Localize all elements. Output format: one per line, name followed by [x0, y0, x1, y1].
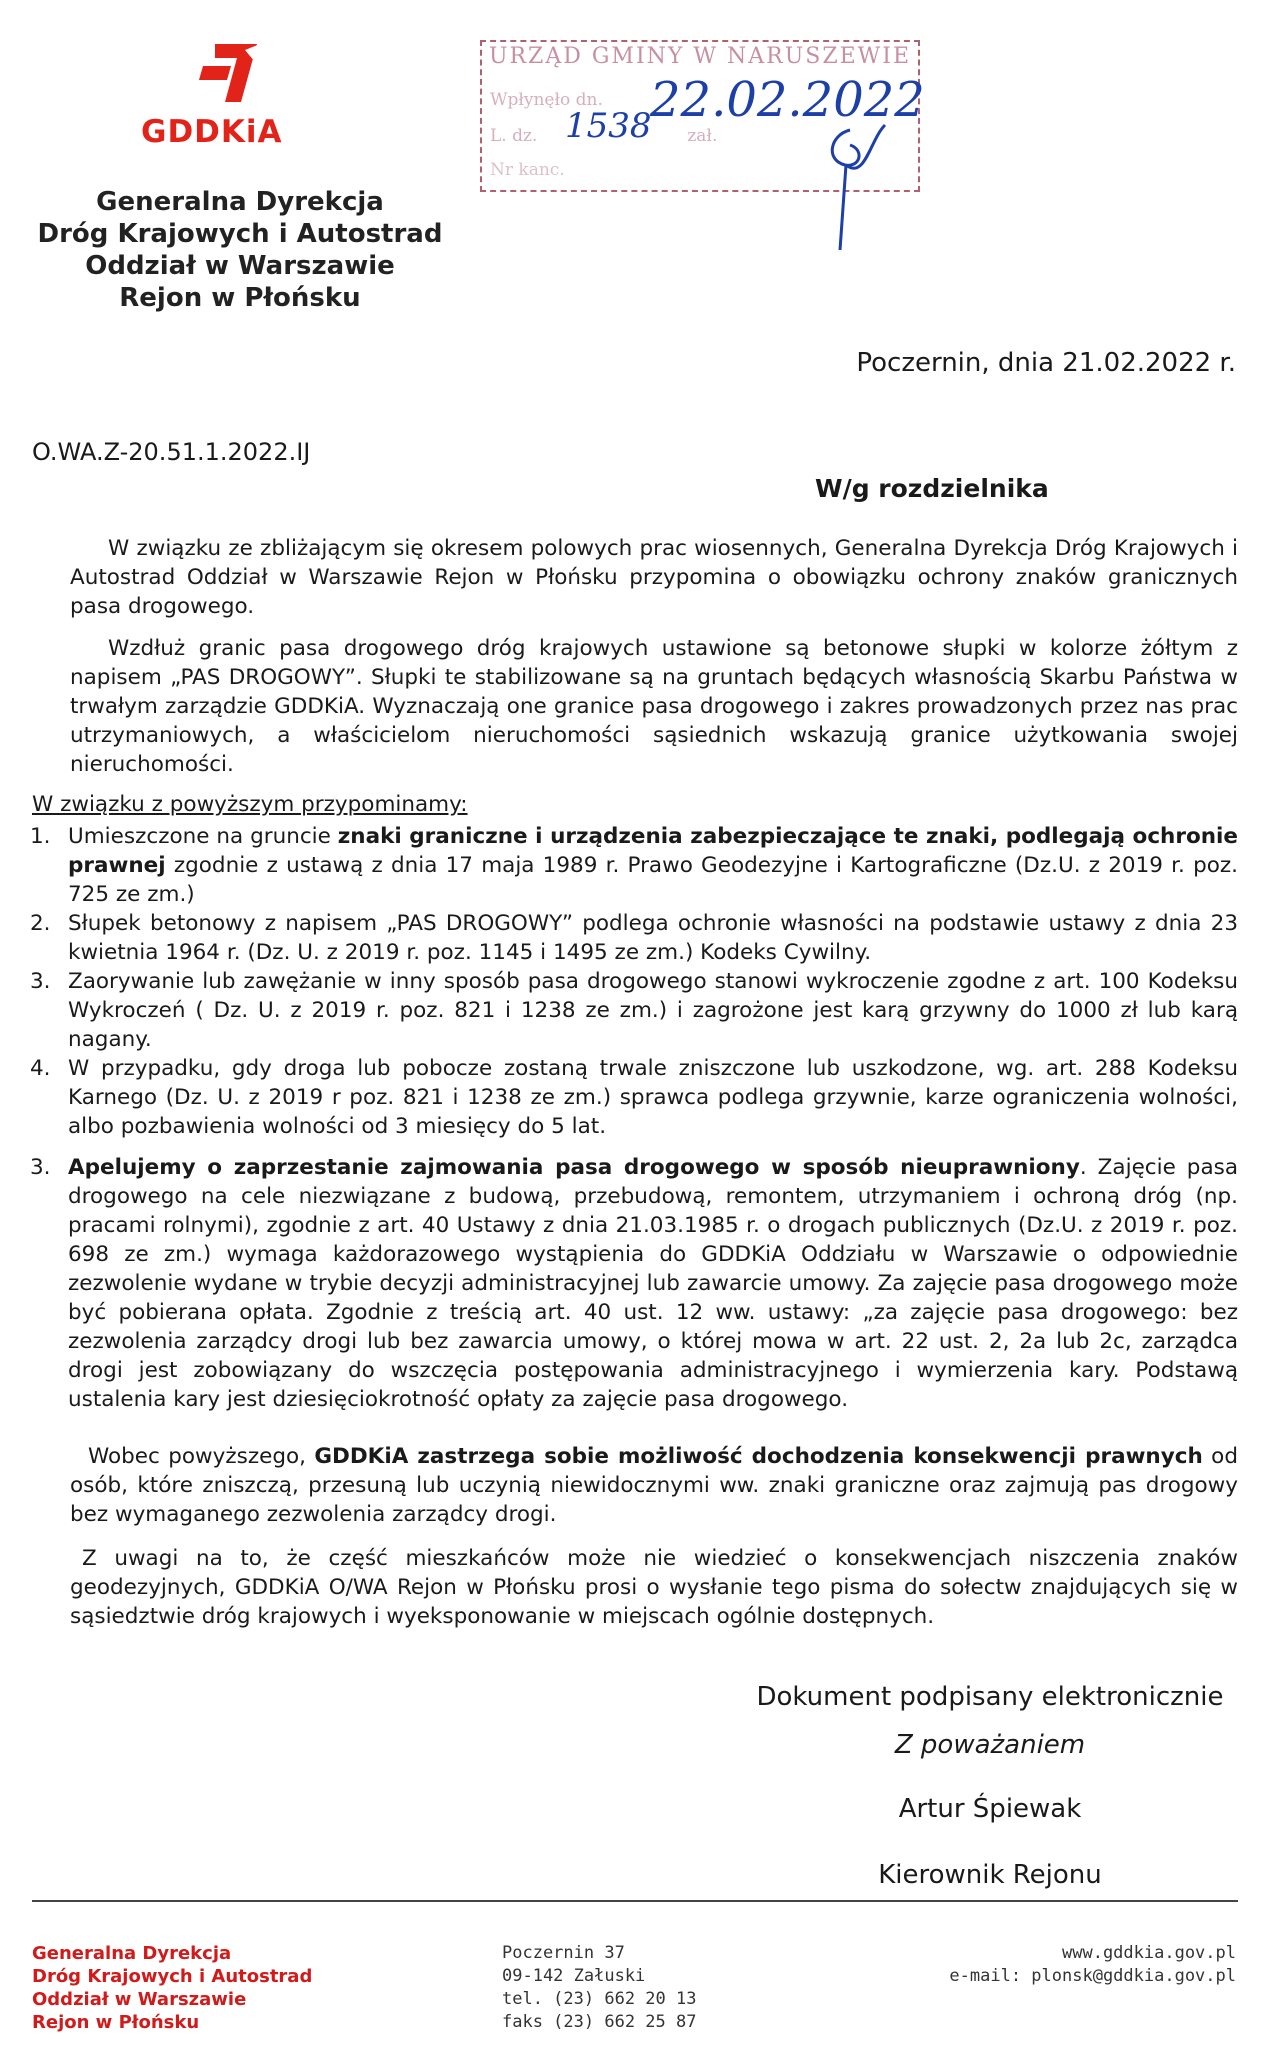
list-item: 1. Umieszczone na gruncie znaki graniczne i urządzenia zabezpieczające te znaki, podlegają ochronie prawnej zgodnie z ustawą z dnia 17 maja 1989 r. Prawo Geodezyjne i Kartograficzne (Dz.U. z 2019 r. poz. 725 ze zm.) [30, 824, 1238, 907]
handwritten-date: 22.02.2022 [650, 72, 925, 128]
paragraph-request: Z uwagi na to, że część mieszkańców może nie wiedzieć o konsekwencjach niszczenia znaków geodezyjnych, GDDKiA O/WA Rejon w Płońsku prosi o wysłanie tego pisma do sołectw znajdujących się w sąsiedztwie dróg krajowych i wyeksponowanie w miejscach ogólnie dostępnych. [70, 1546, 1238, 1629]
agency-line: Rejon w Płońsku [119, 283, 361, 313]
signature-name: Artur Śpiewak [898, 1794, 1082, 1824]
website-link[interactable]: www.gddkia.gov.pl [1062, 1943, 1236, 1963]
footer-address: Poczernin 37 09-142 Załuski tel. (23) 662 20 13 faks (23) 662 25 87 [502, 1943, 697, 2032]
agency-line: Generalna Dyrekcja [96, 187, 384, 217]
stamp-register-label: L. dz. zał. [490, 126, 718, 146]
agency-line: Dróg Krajowych i Autostrad [37, 219, 443, 249]
paragraph-posts: Wzdłuż granic pasa drogowego dróg krajowych ustawione są betonowe słupki w kolorze żółtym z napisem „PAS DROGOWY”. Słupki te stabilizowane są na gruntach będących własnością Skarbu Państwa w trwałym zarządzie GDDKiA. Wyznaczają one granice pasa drogowego i zakres prowadzonych przez nas prac utrzymaniowych, a właścicielom nieruchomości sąsiednich wskazują granice użytkowania swojej nieruchomości. [70, 636, 1238, 777]
gddkia-logo [105, 36, 335, 156]
footer-divider [32, 1900, 1238, 1902]
footer-agency: Generalna Dyrekcja Dróg Krajowych i Autostrad Oddział w Warszawie Rejon w Płońsku [32, 1943, 313, 2033]
footer-contact [949, 1942, 1236, 1988]
signature-title: Kierownik Rejonu [878, 1860, 1102, 1890]
handwritten-number: 1538 [565, 106, 652, 146]
reference-number: O.WA.Z-20.51.1.2022.IJ [32, 438, 311, 466]
handwritten-initials-icon [810, 120, 890, 260]
email-link[interactable]: e-mail: plonsk@gddkia.gov.pl [949, 1966, 1236, 1986]
reminder-heading: W związku z powyższym przypominamy: [32, 792, 468, 817]
stamp-office-label: Nr kanc. [490, 160, 565, 180]
paragraph-intro: W związku ze zbliżającym się okresem polowych prac wiosennych, Generalna Dyrekcja Dróg Krajowych i Autostrad Oddział w Warszawie Rejon w Płońsku przypomina o obowiązku ochrony znaków granicznych pasa drogowego. [70, 536, 1238, 619]
list-item: 3. Apelujemy o zaprzestanie zajmowania pasa drogowego w sposób nieuprawniony. Zajęcie pasa drogowego na cele niezwiązane z budową, przebudową, remontem, utrzymaniem i ochroną dróg (np. pracami rolnymi), zgodnie z art. 40 Ustawy z dnia 21.03.1985 r. o drogach publicznych (Dz.U. z 2019 r. poz. 698 ze zm.) wymaga każdorazowego wystąpienia do GDDKiA Oddziału w Warszawie o odpowiednie zezwolenie wydane w trybie decyzji administracyjnej lub zawarcie umowy. Za zajęcie pasa drogowego może być pobierana opłata. Zgodnie z treścią art. 40 ust. 12 ww. ustawy: „za zajęcie pasa drogowego: bez zezwolenia zarządcy drogi lub bez zawarcia umowy, o której mowa w art. 22 ust. 2, 2a lub 2c, zarządca drogi jest zobowiązany do wszczęcia postępowania administracyjnego i wymierzenia kary. Podstawą ustalenia kary jest dziesięciokrotność opłaty za zajęcie pasa drogowego. [30, 1155, 1239, 1412]
signature-electronic: Dokument podpisany elektronicznie [756, 1682, 1224, 1712]
paragraph-consequences: Wobec powyższego, GDDKiA zastrzega sobie możliwość dochodzenia konsekwencji prawnych od osób, które zniszczą, przesuną lub uczynią niewidocznymi ww. znaki graniczne oraz zajmują pas drogowy bez wymaganego zezwolenia zarządcy drogi. [70, 1444, 1238, 1527]
addressee: W/g rozdzielnika [815, 474, 1049, 503]
agency-line: Oddział w Warszawie [85, 251, 395, 281]
gddkia-logo-icon [195, 36, 275, 106]
logo-text: GDDKiA [141, 114, 283, 150]
place-and-date: Poczernin, dnia 21.02.2022 r. [856, 348, 1236, 378]
list-item: 4. W przypadku, gdy droga lub pobocze zostaną trwale zniszczone lub uszkodzone, wg. art. 288 Kodeksu Karnego (Dz. U. z 2019 r poz. 821 i 1238 ze zm.) sprawca podlega grzywnie, karze ograniczenia wolności, albo pozbawienia wolności od 3 miesięcy do 5 lat. [30, 1056, 1238, 1139]
list-item: 3. Zaorywanie lub zawężanie w inny sposób pasa drogowego stanowi wykroczenie zgodne z art. 100 Kodeksu Wykroczeń ( Dz. U. z 2019 r. poz. 821 i 1238 ze zm.) i zagrożone jest karą grzywny do 1000 zł lub karą nagany. [30, 969, 1238, 1052]
signature-closing: Z poważaniem [894, 1730, 1086, 1760]
stamp-title: URZĄD GMINY W NARUSZEWIE [488, 44, 912, 69]
legal-points-list [30, 822, 1238, 1414]
list-item: 2. Słupek betonowy z napisem „PAS DROGOWY” podlega ochronie własności na podstawie ustawy z dnia 23 kwietnia 1964 r. (Dz. U. z 2019 r. poz. 1145 i 1495 ze zm.) Kodeks Cywilny. [30, 911, 1238, 965]
agency-header [30, 186, 450, 314]
stamp-received-label: Wpłynęło dn. [490, 90, 603, 110]
